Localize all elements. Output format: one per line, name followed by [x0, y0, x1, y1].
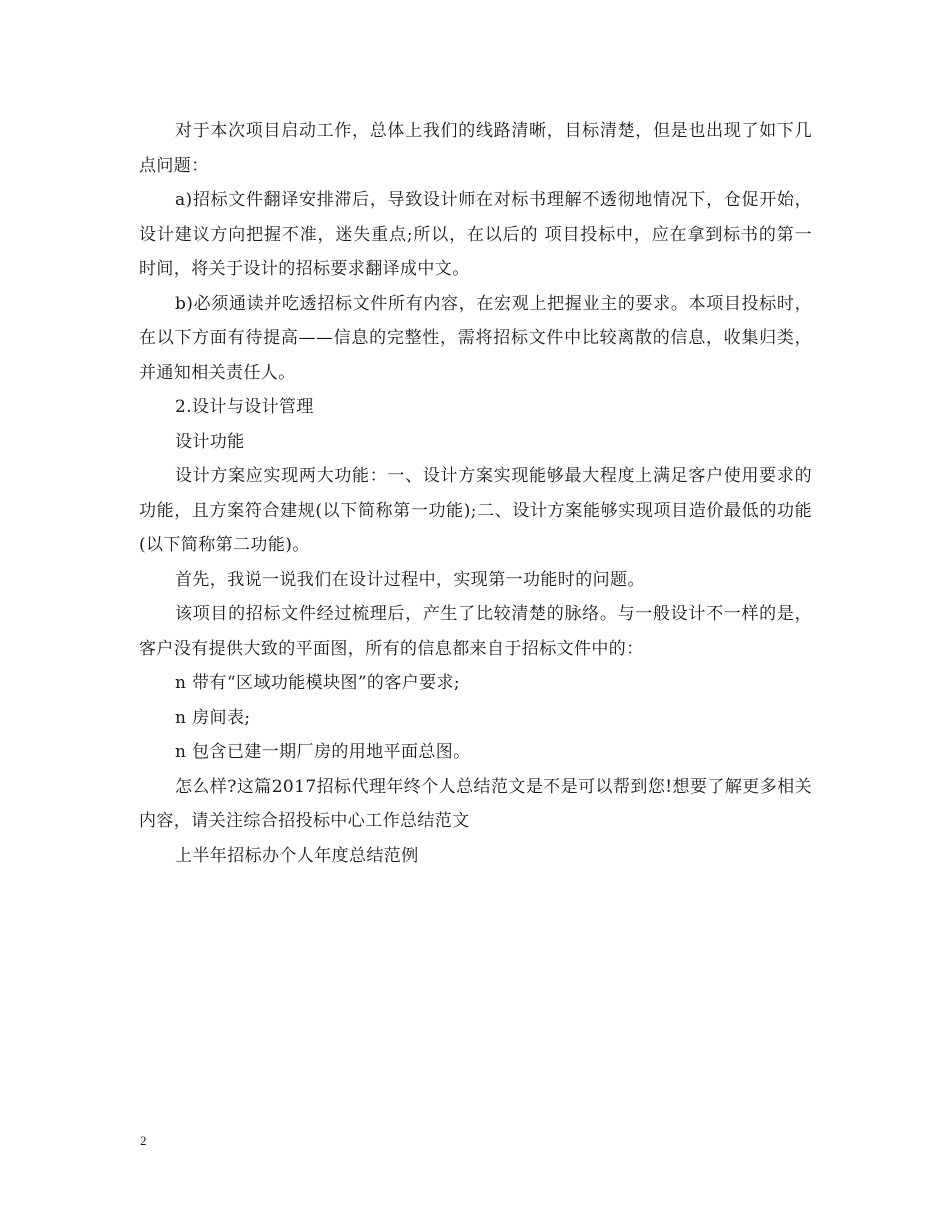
list-item-room-table: n 房间表; [175, 707, 251, 728]
list-item-requirements: n 带有“区域功能模块图”的客户要求; [175, 673, 461, 693]
subheading-design-function: 设计功能 [175, 431, 245, 452]
page-number: 2 [140, 1133, 147, 1148]
section-heading-design: 2.设计与设计管理 [175, 397, 314, 417]
paragraph-first-function: 首先，我说一说我们在设计过程中，实现第一功能时的问题。 [175, 569, 645, 590]
paragraph-tender-docs: 该项目的招标文件经过梳理后，产生了比较清楚的脉络。与一般设计不一样的是，客户没有提供大致的平面图，所有的信息都来自于招标文件中的： [139, 604, 812, 659]
paragraph-two-functions: 设计方案应实现两大功能：一、设计方案实现能够最大程度上满足客户使用要求的功能，且方案符合建规(以下简称第一功能);二、设计方案能够实现项目造价最低的功能(以下简称第二功能)。 [139, 466, 812, 555]
paragraph-intro: 对于本次项目启动工作，总体上我们的线路清晰，目标清楚，但是也出现了如下几点问题： [139, 121, 812, 176]
paragraph-closing: 怎么样?这篇2017招标代理年终个人总结范文是不是可以帮到您!想要了解更多相关内容，请关注综合招投标中心工作总结范文 [139, 776, 812, 831]
paragraph-point-b: b)必须通读并吃透招标文件所有内容，在宏观上把握业主的要求。本项目投标时，在以下方面有待提高——信息的完整性，需将招标文件中比较离散的信息，收集归类，并通知相关责任人。 [139, 293, 812, 383]
paragraph-point-a: a)招标文件翻译安排滞后，导致设计师在对标书理解不透彻地情况下，仓促开始，设计建议方向把握不准，迷失重点;所以，在以后的 项目投标中，应在拿到标书的第一时间，将关于设计的招标要求翻译成中文。 [139, 190, 812, 279]
paragraph-related-title: 上半年招标办个人年度总结范例 [175, 845, 419, 866]
list-item-site-plan: n 包含已建一期厂房的用地平面总图。 [175, 742, 471, 762]
document-body [139, 114, 812, 873]
